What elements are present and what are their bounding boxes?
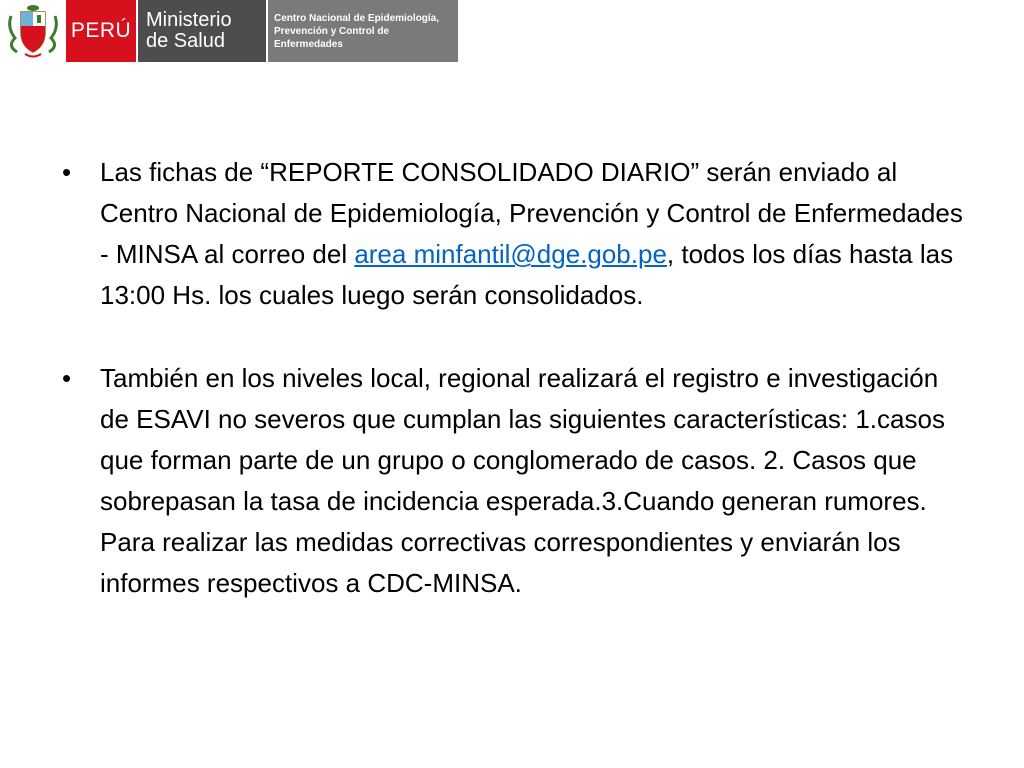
ministry-label [138,0,266,62]
center-label [268,0,458,62]
bullet-glyph: • [62,157,72,187]
ministry-line-1: Ministerio [146,9,232,31]
ministry-line-2: de Salud [146,30,225,52]
coat-of-arms-icon [5,2,61,60]
bullet-item [62,358,972,604]
peru-emblem [0,0,66,62]
slide-body [62,152,972,604]
header-banner [0,0,458,62]
center-line-1: Centro Nacional de Epidemiología, [274,12,440,24]
bullet-item [62,152,972,316]
country-label: PERÚ [66,0,136,62]
bullet-text-before: Las fichas de “REPORTE CONSOLIDADO DIARIO” serán enviado al Centro Nacional de Epidemiología, Prevención y Control de Enfermedades - MINSA al correo del [100,157,963,269]
email-link[interactable]: area minfantil@dge.gob.pe [354,239,667,269]
center-line-2: Prevención y Control de [274,25,390,37]
bullet-text [100,152,972,316]
center-line-3: Enfermedades [274,38,343,50]
bullet-text: También en los niveles local, regional realizará el registro e investigación de ESAVI no severos que cumplan las siguientes características: 1.casos que forman parte de un grupo o conglomerado de casos. 2. Casos que sobrepasan la tasa de incidencia esperada.3.Cuando generan rumores. Para realizar las medidas correctivas correspondientes y enviarán los informes respectivos a CDC-MINSA. [100,363,945,598]
bullet-glyph: • [62,363,72,393]
bullet-text-after: , todos los días hasta las 13:00 Hs. los cuales luego serán consolidados. [100,239,954,310]
